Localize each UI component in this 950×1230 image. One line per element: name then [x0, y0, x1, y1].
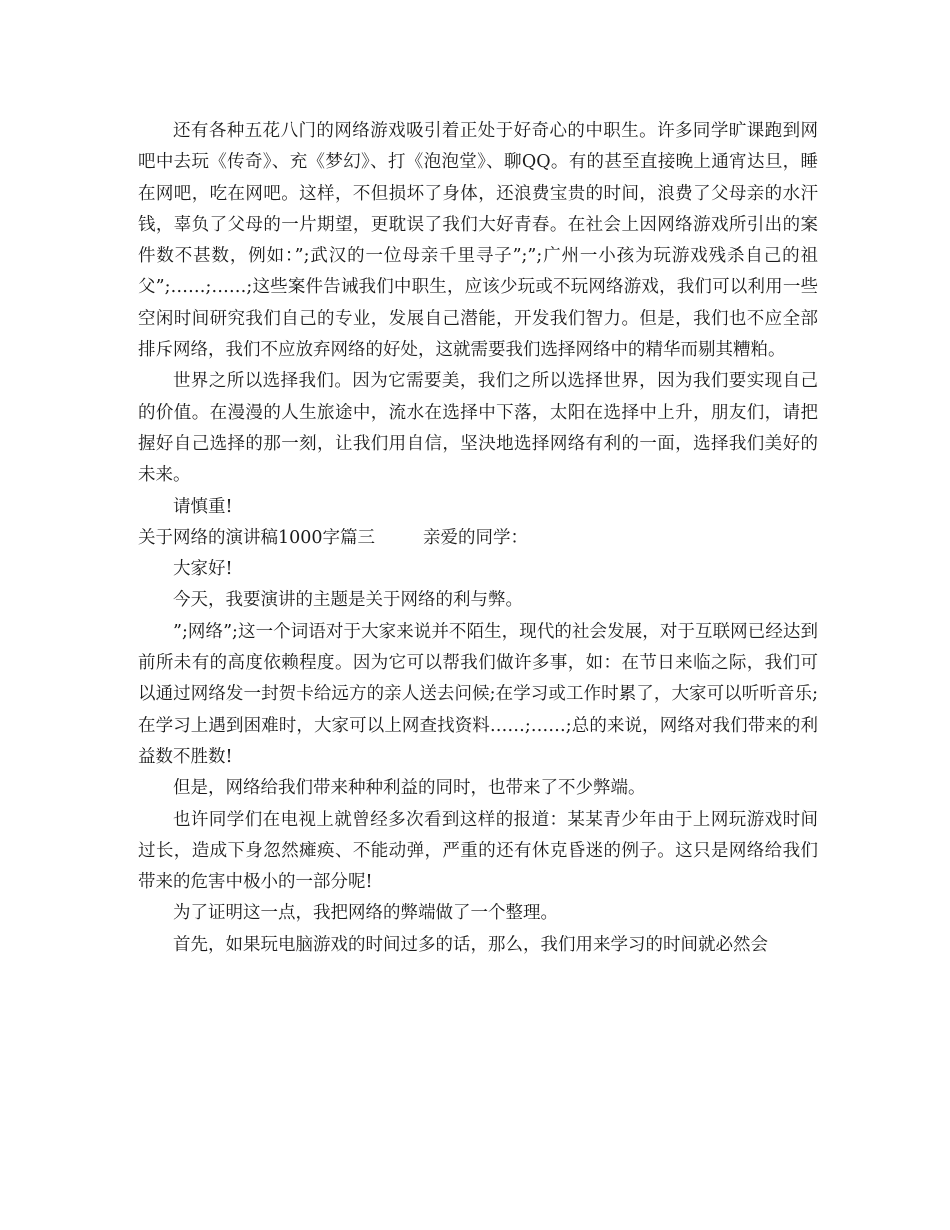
section-title: 关于网络的演讲稿1000字篇三 — [138, 527, 376, 548]
paragraph-online-games: 还有各种五花八门的网络游戏吸引着正处于好奇心的中职生。许多同学旷课跑到网吧中去玩《传奇》、充《梦幻》、打《泡泡堂》、聊QQ。有的甚至直接晚上通宵达旦，睡在网吧，吃在网吧。这样，不但损坏了身体，还浪费宝贵的时间，浪费了父母亲的水汗钱，辜负了父母的一片期望，更耽误了我们大好青春。在社会上因网络游戏所引出的案件数不甚数，例如：”;武汉的一位母亲千里寻子”;”;广州一小孩为玩游戏残杀自己的祖父”;……;……;这些案件告诫我们中职生，应该少玩或不玩网络游戏，我们可以利用一些空闲时间研究我们自己的专业，发展自己潜能，开发我们智力。但是，我们也不应全部排斥网络，我们不应放弃网络的好处，这就需要我们选择网络中的精华而剔其糟粕。 — [138, 121, 818, 361]
paragraph-news-example: 也许同学们在电视上就曾经多次看到这样的报道：某某青少年由于上网玩游戏时间过长，造成下身忽然瘫痪、不能动弹，严重的还有休克昏迷的例子。这只是网络给我们带来的危害中极小的一部分呢! — [138, 809, 818, 893]
section-heading-line — [138, 523, 818, 554]
paragraph-network-benefits: ”;网络”;这一个词语对于大家来说并不陌生，现代的社会发展，对于互联网已经达到前所未有的高度依赖程度。因为它可以帮我们做许多事，如：在节日来临之际，我们可以通过网络发一封贺卡给远方的亲人送去问候;在学习或工作时累了，大家可以听听音乐;在学习上遇到困难时，大家可以上网查找资料……;……;总的来说，网络对我们带来的利益数不胜数! — [138, 621, 818, 767]
paragraph-be-careful: 请慎重! — [173, 496, 233, 517]
salutation: 亲爱的同学： — [423, 527, 529, 548]
paragraph-topic: 今天，我要演讲的主题是关于网络的利与弊。 — [173, 590, 523, 611]
paragraph-world-choice: 世界之所以选择我们。因为它需要美，我们之所以选择世界，因为我们要实现自己的价值。在漫漫的人生旅途中，流水在选择中下落，太阳在选择中上升，朋友们，请把握好自己选择的那一刻，让我们用自信，坚決地选择网络有利的一面，选择我们美好的未来。 — [138, 371, 818, 486]
paragraph-summary-intro: 为了证明这一点，我把网络的弊端做了一个整理。 — [173, 903, 558, 924]
document-body — [138, 116, 818, 961]
paragraph-drawbacks-intro: 但是，网络给我们带来种种利益的同时，也带来了不少弊端。 — [173, 778, 646, 799]
paragraph-greeting: 大家好! — [173, 559, 233, 580]
paragraph-first-point: 首先，如果玩电脑游戏的时间过多的话，那么，我们用来学习的时间就必然会 — [173, 934, 768, 955]
